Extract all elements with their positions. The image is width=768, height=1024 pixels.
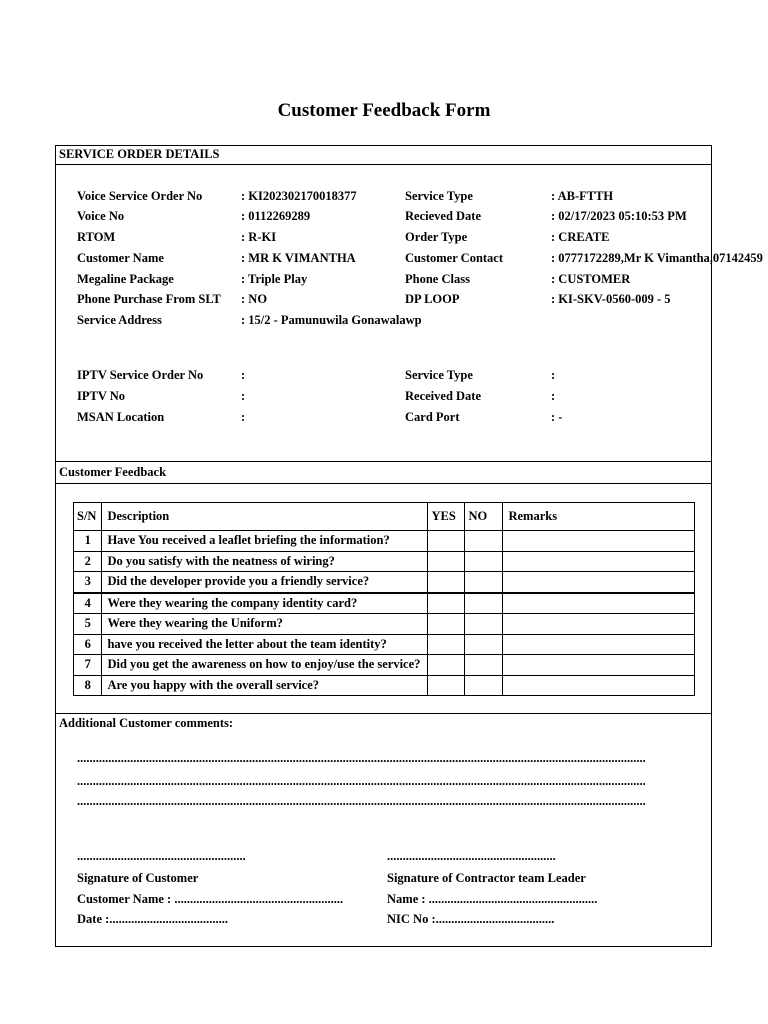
no-cell[interactable]	[465, 551, 503, 572]
customer-name-field[interactable]: Customer Name : ......................................................	[77, 892, 344, 906]
field-value: :	[551, 389, 556, 403]
row-number: 1	[74, 531, 102, 552]
yes-cell[interactable]	[428, 572, 465, 593]
row-description: Did you get the awareness on how to enjoy/use the service?	[102, 655, 428, 676]
field-value: : AB-FTTH	[551, 189, 614, 203]
no-cell[interactable]	[465, 593, 503, 614]
row-number: 4	[74, 593, 102, 614]
yes-cell[interactable]	[428, 634, 465, 655]
row-number: 3	[74, 572, 102, 593]
yes-cell[interactable]	[428, 551, 465, 572]
feedback-heading: Customer Feedback	[59, 465, 167, 479]
field-label: IPTV No	[77, 389, 126, 403]
field-value: : KI202302170018377	[241, 189, 357, 203]
table-row	[74, 593, 695, 614]
row-number: 7	[74, 655, 102, 676]
row-description: Were they wearing the company identity card?	[102, 593, 428, 614]
field-value: : 0112269289	[241, 209, 311, 223]
field-label: DP LOOP	[405, 292, 460, 306]
field-label: Customer Name	[77, 251, 164, 265]
field-label: Order Type	[405, 230, 468, 244]
nic-field[interactable]: NIC No :......................................	[387, 912, 555, 926]
field-label: Received Date	[405, 389, 482, 403]
no-cell[interactable]	[465, 614, 503, 635]
remarks-cell[interactable]	[503, 614, 695, 635]
comments-heading: Additional Customer comments:	[59, 716, 234, 730]
divider	[55, 483, 712, 484]
leader-signature-line[interactable]: ......................................................	[387, 849, 556, 863]
remarks-cell[interactable]	[503, 655, 695, 676]
column-header: YES	[428, 503, 465, 531]
table-row	[74, 551, 695, 572]
remarks-cell[interactable]	[503, 634, 695, 655]
table-row	[74, 572, 695, 593]
row-description: Were they wearing the Uniform?	[102, 614, 428, 635]
divider	[55, 461, 712, 462]
field-value: : 02/17/2023 05:10:53 PM	[551, 209, 687, 223]
comment-line[interactable]: ......................................................................................................................................................................................	[77, 751, 646, 765]
field-label: MSAN Location	[77, 410, 165, 424]
no-cell[interactable]	[465, 675, 503, 696]
customer-signature-line[interactable]: ......................................................	[77, 849, 246, 863]
column-header: S/N	[74, 503, 102, 531]
no-cell[interactable]	[465, 531, 503, 552]
field-value: : R-KI	[241, 230, 277, 244]
divider	[55, 164, 712, 165]
feedback-table	[73, 502, 695, 696]
column-header: Remarks	[503, 503, 695, 531]
row-description: Do you satisfy with the neatness of wiring?	[102, 551, 428, 572]
remarks-cell[interactable]	[503, 531, 695, 552]
leader-name-field[interactable]: Name : ......................................................	[387, 892, 598, 906]
yes-cell[interactable]	[428, 593, 465, 614]
field-label: RTOM	[77, 230, 116, 244]
field-label: Voice Service Order No	[77, 189, 203, 203]
remarks-cell[interactable]	[503, 675, 695, 696]
table-row	[74, 531, 695, 552]
yes-cell[interactable]	[428, 675, 465, 696]
field-value: : Triple Play	[241, 272, 308, 286]
remarks-cell[interactable]	[503, 551, 695, 572]
field-value: :	[241, 410, 246, 424]
field-value: : 0777172289,Mr K Vimantha,07142459	[551, 251, 763, 265]
field-value: :	[551, 368, 556, 382]
table-row	[74, 675, 695, 696]
row-description: Are you happy with the overall service?	[102, 675, 428, 696]
yes-cell[interactable]	[428, 614, 465, 635]
field-value: : MR K VIMANTHA	[241, 251, 356, 265]
column-header: Description	[102, 503, 428, 531]
field-label: Card Port	[405, 410, 460, 424]
table-row	[74, 655, 695, 676]
field-value: : NO	[241, 292, 268, 306]
leader-signature-label: Signature of Contractor team Leader	[387, 871, 586, 885]
field-label: Customer Contact	[405, 251, 504, 265]
field-value: : 15/2 - Pamunuwila Gonawalawp	[241, 313, 422, 327]
field-label: Service Type	[405, 368, 473, 382]
table-row	[74, 614, 695, 635]
comment-line[interactable]: ......................................................................................................................................................................................	[77, 774, 646, 788]
table-header-row	[74, 503, 695, 531]
date-field[interactable]: Date :......................................	[77, 912, 229, 926]
field-label: Megaline Package	[77, 272, 174, 286]
page-title: Customer Feedback Form	[277, 100, 491, 121]
customer-signature-label: Signature of Customer	[77, 871, 199, 885]
row-description: Did the developer provide you a friendly service?	[102, 572, 428, 593]
row-description: Have You received a leaflet briefing the information?	[102, 531, 428, 552]
field-value: : CUSTOMER	[551, 272, 631, 286]
row-number: 8	[74, 675, 102, 696]
no-cell[interactable]	[465, 634, 503, 655]
remarks-cell[interactable]	[503, 572, 695, 593]
column-header: NO	[465, 503, 503, 531]
field-label: Voice No	[77, 209, 125, 223]
field-value: :	[241, 389, 246, 403]
field-label: IPTV Service Order No	[77, 368, 204, 382]
divider	[55, 713, 712, 714]
row-description: have you received the letter about the team identity?	[102, 634, 428, 655]
field-value: : CREATE	[551, 230, 610, 244]
yes-cell[interactable]	[428, 655, 465, 676]
row-number: 2	[74, 551, 102, 572]
field-label: Recieved Date	[405, 209, 482, 223]
field-label: Phone Class	[405, 272, 470, 286]
no-cell[interactable]	[465, 655, 503, 676]
field-value: :	[241, 368, 246, 382]
row-number: 5	[74, 614, 102, 635]
row-number: 6	[74, 634, 102, 655]
service-order-heading: SERVICE ORDER DETAILS	[59, 147, 220, 161]
field-label: Service Type	[405, 189, 473, 203]
table-row	[74, 634, 695, 655]
field-value: : KI-SKV-0560-009 - 5	[551, 292, 671, 306]
comment-line[interactable]: ......................................................................................................................................................................................	[77, 794, 646, 808]
yes-cell[interactable]	[428, 531, 465, 552]
field-label: Service Address	[77, 313, 162, 327]
no-cell[interactable]	[465, 572, 503, 593]
remarks-cell[interactable]	[503, 593, 695, 614]
field-value: : -	[551, 410, 563, 424]
field-label: Phone Purchase From SLT	[77, 292, 221, 306]
